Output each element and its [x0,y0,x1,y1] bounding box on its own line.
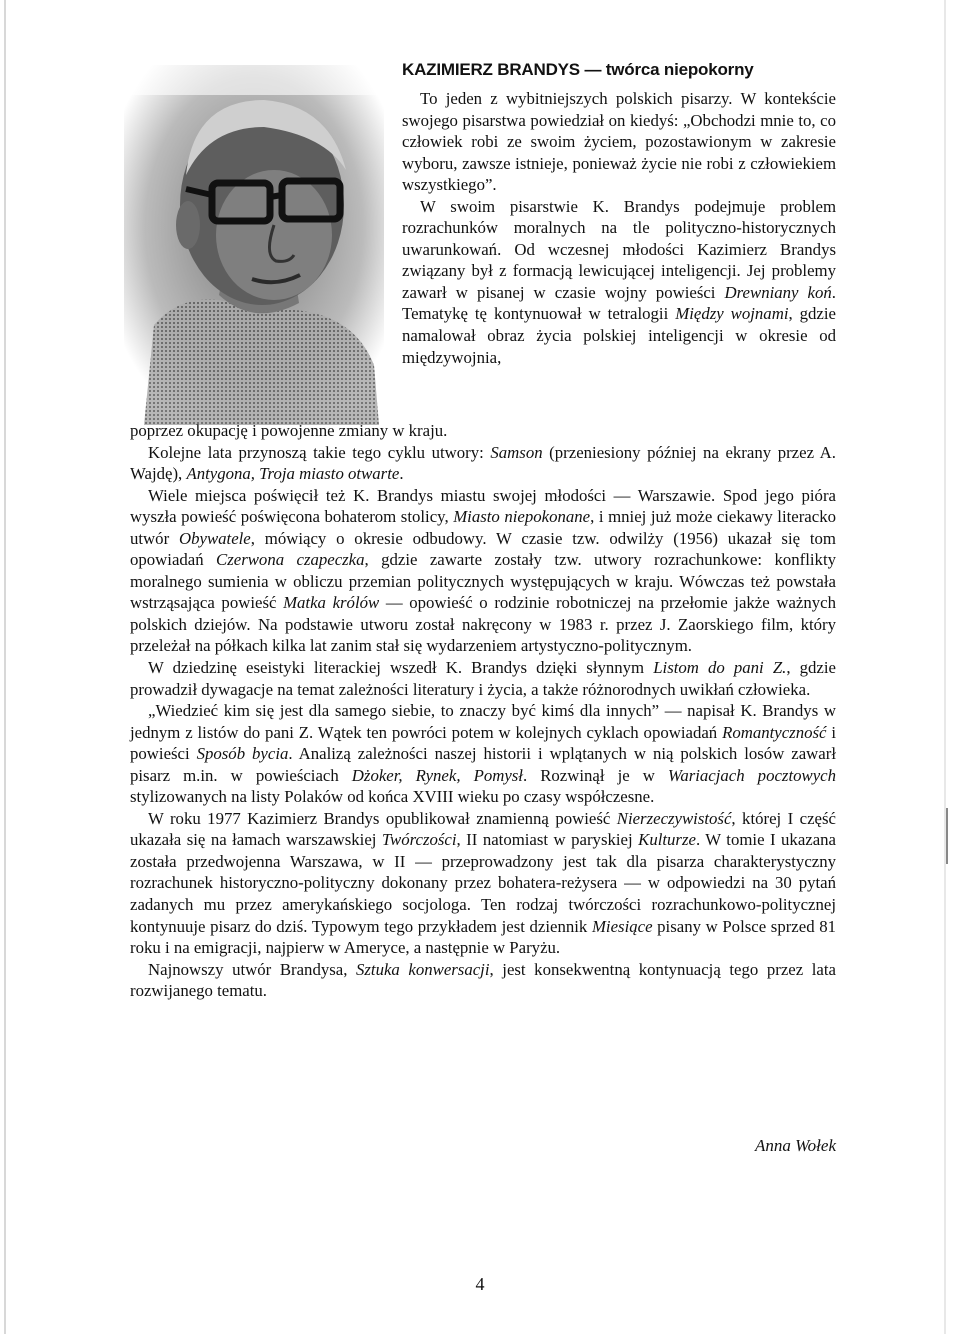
text-run: W dziedzinę eseistyki literackiej wszedł K. Brandys dzięki słynnym [148,658,654,678]
text-run: Kolejne lata przynoszą takie tego cyklu utwory: [148,442,491,462]
paragraph [130,657,836,700]
text-run: . W tomie I ukazana została przedwojenna Warszawa, w II — przeprowadzony jest tak dla pisarza charakterystyczny rozrachunek historyczno-polityczny dokonany przez bohatera-reżysera — w odpowiedzi na 30 pytań zadanych mu przez amerykańskiego socjologa. Ten rodzaj twórczości rozrachunkowo-politycznej kontynuuje pisarz do dziś. Typowym tego przykładem jest dziennik [130,830,837,936]
italic-title: Wariacjach pocztowych [667,765,836,785]
text-run: , jest konsekwentną kontynuacją tego przez lata rozwijanego tematu. [130,959,836,1001]
text-run: , której I część ukazała się na łamach warszawskiej [130,808,836,850]
text-run: , gdzie prowadził dywagacje na temat zależności literatury i życia, a także różnorodnych uwikłań człowieka. [130,658,836,699]
text-run: To jeden z wybitniejszych polskich pisarzy. W kontekście swojego pisarstwa powiedział on kiedyś: „Obchodzi mnie to, co człowiek robi ze swoim życiem, pozostawionym w zakresie wyboru, zawsze istnieje, ponieważ życie nie robi z człowiekiem wszystkiego”. [402,89,836,195]
article-headline: KAZIMIERZ BRANDYS — twórca niepokorny [402,60,754,79]
paragraph [130,808,836,959]
text-run: poprzez okupację i powojenne zmiany w kraju. [130,421,448,440]
page-edge-left [4,0,6,1334]
italic-title: Romantyczność [722,722,827,742]
page-edge-mark [946,808,948,864]
article-body-column [402,88,836,368]
text-run: . Rozwinął je w [522,765,668,785]
portrait-photo [124,65,384,425]
italic-title: Drewniany koń [724,282,832,302]
italic-title: Dżoker, Rynek, Pomysł [351,765,523,785]
text-run: pisany w Polsce sprzed 81 roku i na emigracji, najpierw w Ameryce, a następnie w Paryżu. [130,916,836,958]
text-run: , gdzie namalował obraz życia polskiej inteligencji w okresie od międzywojnia, [402,304,836,367]
paragraph [402,196,836,368]
text-run: . Tematykę tę kontynuował w tetralogii [402,282,836,324]
paragraph [130,485,836,657]
paragraph [130,700,836,808]
italic-title: Twórczości [381,830,457,850]
text-run: — opowieść o rodzinie robotniczej na przełomie jakże ważnych polskich dziejów. Na podstawie utworu został nakręcony w 1983 r. przez J. Zaorskiego film, który przeleżał na półkach kilka lat zanim stał się wydarzeniem artystyczno-politycznym. [130,593,836,656]
text-run: i powieści [130,722,836,764]
italic-title: Sztuka konwersacji [356,959,490,979]
text-run: W swoim pisarstwie K. Brandys podejmuje problem rozrachunków moralnych na tle polityczno-historycznych uwarunkowań. Od wczesnej młodości Kazimierz Brandys związany był z formacją lewicującej inteligencji. Jej problemy zawarł w pisanej w czasie wojny powieści [402,196,836,302]
text-run: W roku 1977 Kazimierz Brandys opublikował znamienną powieść [148,808,617,828]
italic-title: Matka królów [283,593,380,613]
italic-title: Antygona, Troja miasto otwarte [186,464,400,484]
text-run: . [399,464,404,484]
italic-title: Sposób bycia [196,744,289,764]
text-run: „Wiedzieć kim się jest dla samego siebie, to znaczy być kimś dla innych” — napisał K. Brandys w jednym z listów do pani Z. Wątek ten powróci potem w kolejnych cyklach opowiadań [130,701,836,742]
paragraph [130,959,836,1002]
text-run: , II natomiast w paryskiej [456,830,639,850]
article-body-full [130,420,836,1002]
page-number: 4 [475,1274,485,1294]
italic-title: Kulturze [638,830,696,850]
text-run: , gdzie zawarte zostały tzw. utwory rozrachunkowe: konflikty moralnego sumienia w obliczu przemian politycznych występujących w kraju. Wówczas też powstała wstrząsająca powieść [130,550,837,613]
text-run: stylizowanych na listy Polaków od końca XVIII wieku po czasy współczesne. [130,787,655,807]
italic-title: Listom do pani Z. [653,658,787,678]
text-run: Najnowszy utwór Brandysa, [148,959,356,979]
italic-title: Czerwona czapeczka [216,550,365,570]
text-run: , mówiący o okresie odbudowy. W czasie tzw. odwilży (1956) ukazał się tom opowiadań [130,528,836,570]
text-run: (przeniesiony później na ekrany przez A. Wajdę), [130,442,836,484]
paragraph [130,442,836,485]
italic-title: Między wojnami [675,304,789,324]
italic-title: Miasto niepokonane [453,507,591,527]
italic-title: Miesiące [591,916,653,936]
italic-title: Nierzeczywistość [616,808,732,828]
italic-title: Obywatele [178,528,251,548]
page-edge-right [944,0,946,1334]
paragraph [130,420,836,442]
text-run: Wiele miejsca poświęcił też K. Brandys miastu swojej młodości — Warszawie. Spod jego pióra wyszła powieść poświęcona bohaterom stolicy, [130,485,836,527]
text-run: . Analizą zależności naszej historii i wplątanych w nią polskich losów zawarł pisarz m.in. w powieściach [130,744,836,785]
italic-title: Samson [490,442,543,462]
paragraph [402,88,836,196]
text-run: , i mniej już może ciekawy literacko utwór [130,507,836,548]
author-signature: Anna Wołek [754,1136,836,1155]
